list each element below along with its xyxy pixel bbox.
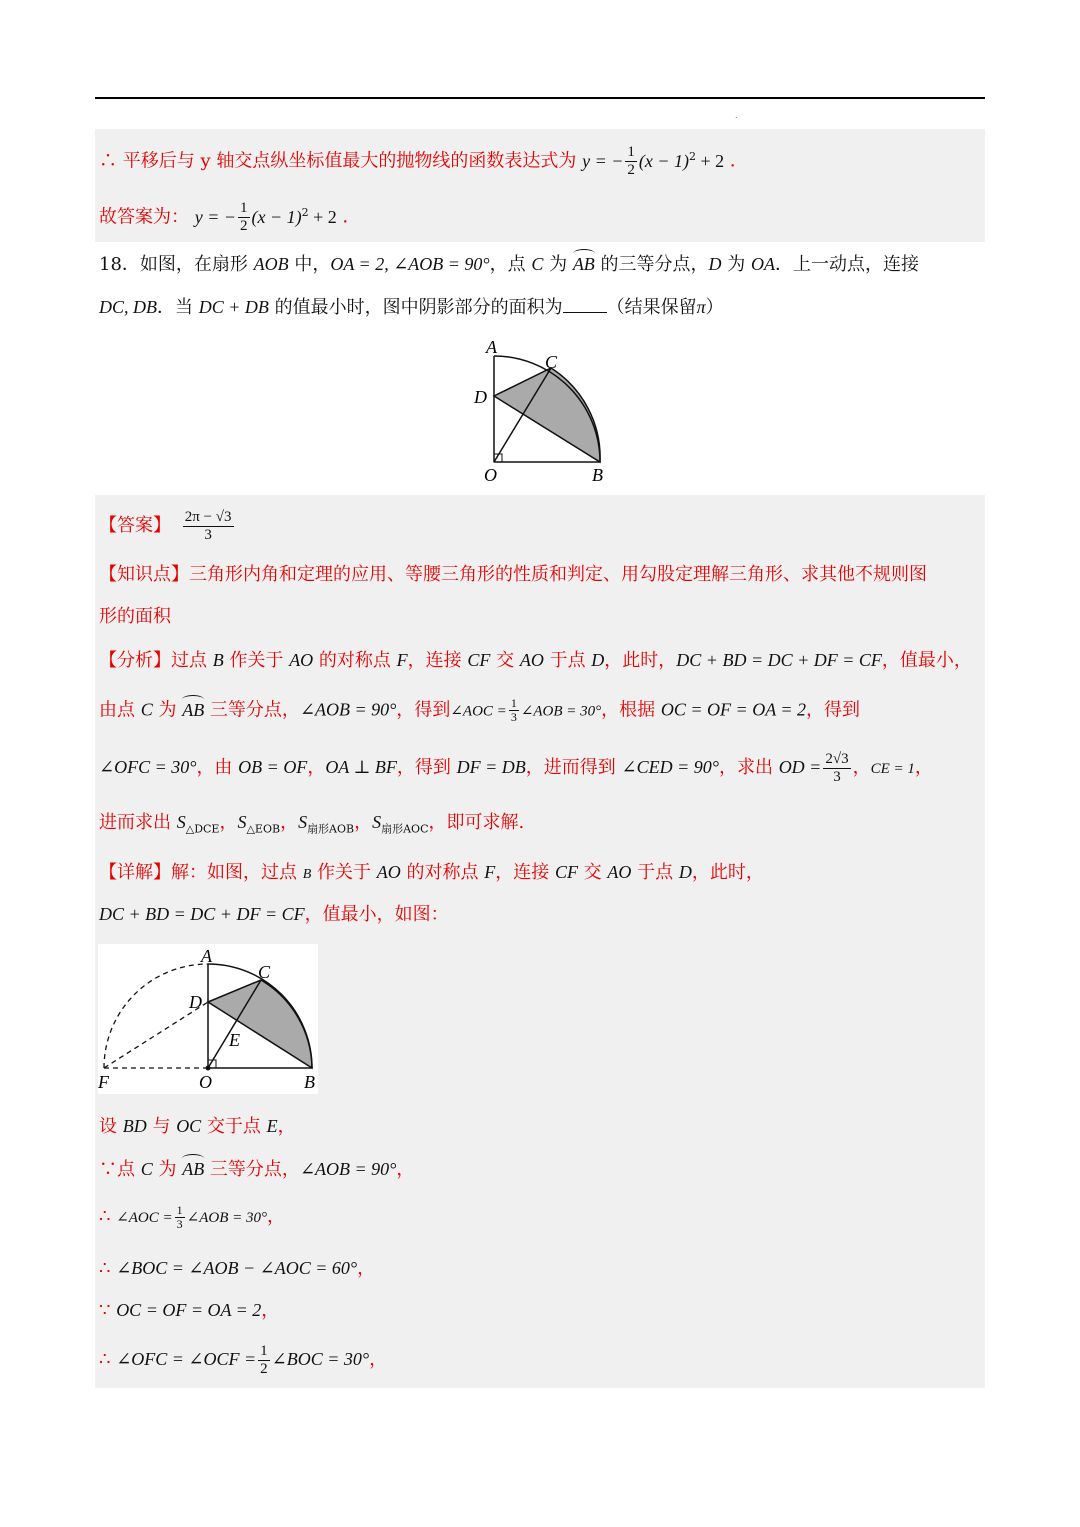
label-f-2: F (98, 1072, 109, 1092)
label-b-2: B (304, 1072, 315, 1092)
shaded-region-2 (208, 980, 312, 1068)
answer-blank (563, 294, 607, 313)
label-b: B (592, 465, 603, 485)
label-d-2: D (189, 992, 202, 1012)
step-line-4: ∴ ∠BOC = ∠AOB − ∠AOC = 60°， (99, 1258, 376, 1279)
analysis-line-4: 进而求出 $S_{\triangle DCE}$，$S_{\triangle EOB}$，$S_{扇形AOB}$，$S_{扇形AOC}$，即可求解. (99, 812, 525, 836)
knowledge-line-2: 形的面积 (99, 606, 171, 627)
solution-box-current (95, 495, 985, 1388)
prev-conclusion-text: ∴ 平移后与 y 轴交点纵坐标值最大的抛物线的函数表达式为 (99, 150, 577, 172)
step-line-5: ∵ OC = OF = OA = 2， (99, 1300, 280, 1321)
step-line-3: ∴ ∠AOC = $\frac{1}{3}$ ∠AOB = 30°， (99, 1202, 285, 1231)
label-o: O (484, 465, 497, 485)
label-a: A (486, 337, 497, 357)
figure-reflection (98, 944, 318, 1094)
label-o-2: O (199, 1072, 212, 1092)
dashed-semicircle (104, 964, 208, 1068)
point-o (206, 1066, 211, 1071)
header-rule (95, 97, 985, 99)
prev-formula-1: y = − $\frac{1}{2}$ $(x - 1)^2 + 2$ (582, 144, 725, 178)
arc-ab: AB (572, 254, 595, 274)
question-line-2: DC, DB．当 DC + DB 的值最小时，图中阴影部分的面积为 （结果保留π） (99, 294, 724, 320)
analysis-line-2: 由点 C 为 AB 三等分点，∠AOB = 90°，得到∠AOC = $\frac{1}{3}$ ∠AOB = 30°，根据 OC = OF = OA = 2，得到 (99, 696, 861, 724)
knowledge-label: 【知识点】 (99, 564, 189, 585)
prev-conclusion-line: ∴ 平移后与 y 轴交点纵坐标值最大的抛物线的函数表达式为 y = − $\frac{1}{2}$ $(x - 1)^2 + 2$ ． (99, 144, 748, 178)
answer-label: 【答案】 (99, 515, 171, 536)
analysis-line-3: ∠OFC = 30°，由 OB = OF，OA ⊥ BF，得到 DF = DB，进而得到 ∠CED = 90°，求出 OD = $\frac{2√3}{3}$ ，CE = 1， (99, 750, 933, 785)
shaded-region (494, 368, 600, 462)
question-line-1: 18．如图，在扇形 AOB 中，OA = 2, ∠AOB = 90°，点 C 为 AB 的三等分点，D 为 OA．上一动点，连接 (99, 254, 919, 275)
label-e-2: E (229, 1030, 240, 1050)
detail-line-2: DC + BD = DC + DF = CF，值最小，如图： (99, 904, 449, 925)
figure-sector (470, 335, 620, 490)
analysis-label: 【分析】 (99, 650, 171, 671)
prev-answer-line: 故答案为： y = − $\frac{1}{2}$ $(x - 1)^2 + 2$ ． (99, 200, 361, 234)
label-a-2: A (201, 946, 212, 966)
step-line-2: ∵点 C 为 AB 三等分点，∠AOB = 90°， (99, 1159, 415, 1180)
header-dot: . (735, 111, 738, 120)
answer-line (99, 508, 236, 544)
step-line-6: ∴ ∠OFC = ∠OCF = $\frac{1}{2}$ ∠BOC = 30°， (99, 1342, 388, 1377)
label-d: D (474, 387, 487, 407)
label-c-2: C (258, 962, 271, 982)
answer-value: $\frac{2\pi - √3}{3}$ (184, 508, 232, 543)
analysis-line-1: 【分析】过点 B 作关于 AO 的对称点 F，连接 CF 交 AO 于点 D，此时，DC + BD = DC + DF = CF，值最小， (99, 650, 972, 671)
prev-answer-label: 故答案为： (99, 206, 189, 228)
prev-formula-2: y = − $\frac{1}{2}$ $(x - 1)^2 + 2$ (194, 200, 337, 234)
label-c: C (545, 352, 558, 372)
detail-label: 【详解】 (99, 862, 171, 883)
knowledge-line-1: 【知识点】三角形内角和定理的应用、等腰三角形的性质和判定、用勾股定理解三角形、求其他不规则图 (99, 564, 927, 585)
step-line-1: 设 BD 与 OC 交于点 E， (99, 1116, 296, 1137)
detail-line-1: 【详解】解：如图，过点 B 作关于 AO 的对称点 F，连接 CF 交 AO 于点 D，此时， (99, 862, 764, 883)
